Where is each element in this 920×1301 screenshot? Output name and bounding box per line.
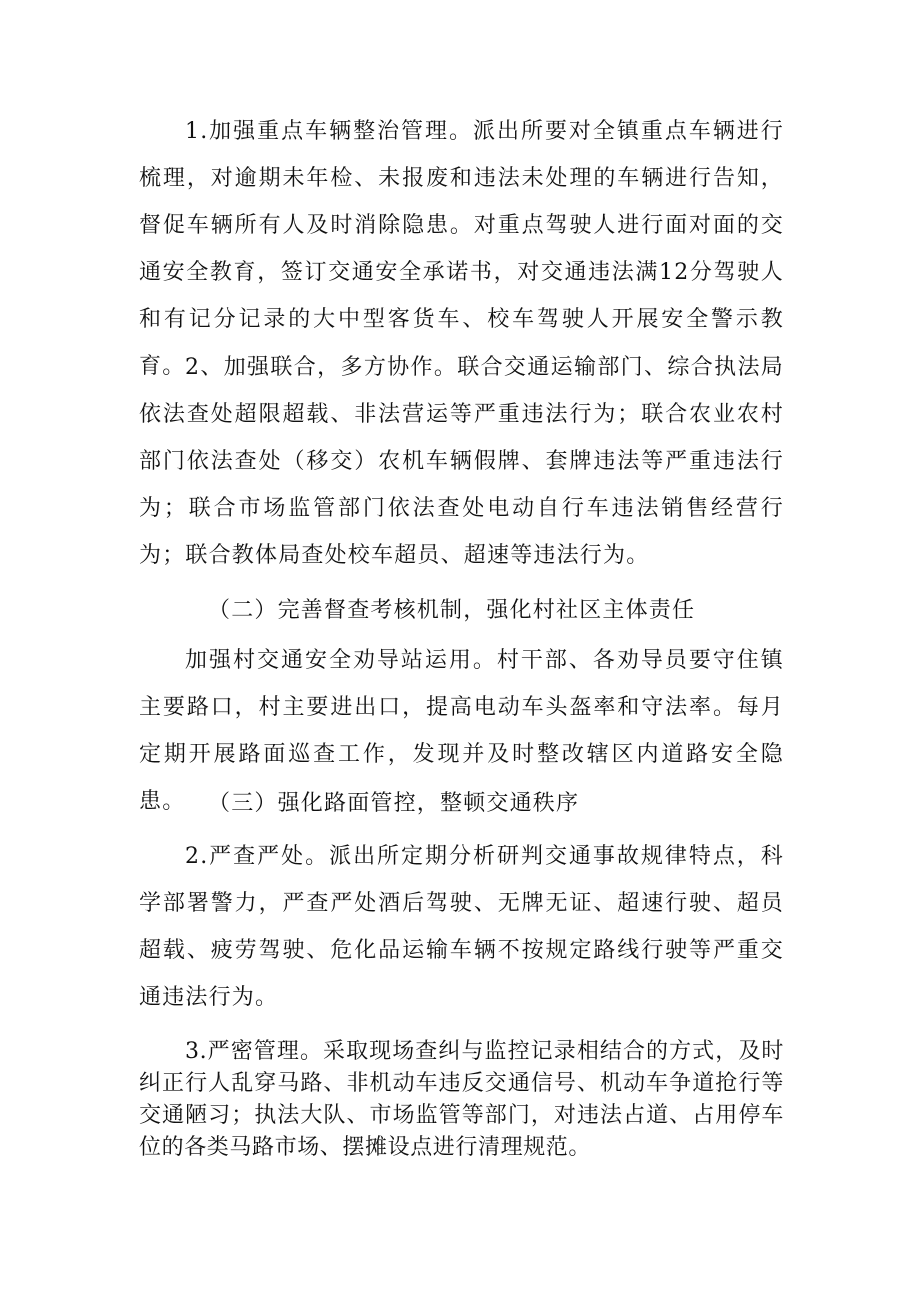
paragraph-key-vehicles: 1.加强重点车辆整治管理。派出所要对全镇重点车辆进行梳理，对逾期未年检、未报废和违法未处理的车辆进行告知，督促车辆所有人及时消除隐患。对重点驾驶人进行面对面的交通安全教育，签订交通安全承诺书，对交通违法满12分驾驶人和有记分记录的大中型客货车、校车驾驶人开展安全警示教育。	[139, 119, 784, 379]
paragraph-strict-inspection: 2.严查严处。派出所定期分析研判交通事故规律特点，科学部署警力，严查严处酒后驾驶、无牌无证、超速行驶、超员超载、疲劳驾驶、危化品运输车辆不按规定路线行驶等严重交通违法行为。	[139, 844, 784, 1010]
section-heading-3: （三）强化路面管控，整顿交通秩序	[208, 791, 580, 816]
paragraph-strict-management: 3.严密管理。采取现场查纠与监控记录相结合的方式，及时纠正行人乱穿马路、非机动车违反交通信号、机动车争道抢行等交通陋习；执法大队、市场监管等部门，对违法占道、占用停车位的各类马路市场、摆摊设点进行清理规范。	[139, 1039, 784, 1160]
paragraph-persuasion-station: 加强村交通安全劝导站运用。村干部、各劝导员要守住镇主要路口，村主要进出口，提高电动车头盔率和守法率。每月定期开展路面巡查工作，发现并及时整改辖区内道路安全隐患。	[139, 648, 784, 814]
paragraph-joint-cooperation: 2、加强联合，多方协作。联合交通运输部门、综合执法局依法查处超限超载、非法营运等严重违法行为；联合农业农村部门依法查处（移交）农机车辆假牌、套牌违法等严重违法行为；联合市场监管部门依法查处电动自行车违法销售经营行为；联合教体局查处校车超员、超速等违法行为。	[139, 355, 784, 568]
section-heading-2: （二）完善督查考核机制，强化村社区主体责任	[208, 598, 696, 623]
